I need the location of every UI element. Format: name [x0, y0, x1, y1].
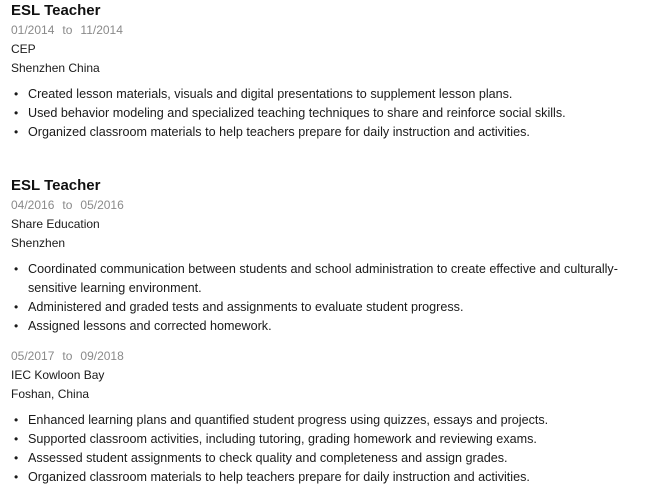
end-date: 09/2018: [80, 349, 124, 363]
bullet-item: • Assessed student assignments to check quality and completeness and assign grades.: [11, 449, 651, 468]
end-date: 11/2014: [80, 23, 123, 37]
job-bullets: [11, 260, 651, 336]
job-bullets: [11, 85, 651, 142]
bullet-item: • Supported classroom activities, including tutoring, grading homework and reviewing exams.: [11, 430, 651, 449]
job-entry: [11, 347, 651, 487]
job-dates: [11, 196, 651, 215]
job-title: ESL Teacher: [11, 2, 101, 19]
bullet-item: • Administered and graded tests and assignments to evaluate student progress.: [11, 298, 651, 317]
bullet-item: • Assigned lessons and corrected homework.: [11, 317, 651, 336]
start-date: 01/2014: [11, 23, 55, 37]
bullet-item: • Organized classroom materials to help teachers prepare for daily instruction and activities.: [11, 468, 651, 487]
bullet-item: • Used behavior modeling and specialized teaching techniques to share and reinforce social skills.: [11, 104, 651, 123]
end-date: 05/2016: [80, 198, 124, 212]
date-separator: to: [62, 198, 73, 212]
company-name: Share Education: [11, 217, 100, 231]
job-entry: [11, 1, 651, 142]
job-title: ESL Teacher: [11, 177, 101, 194]
job-location: Foshan, China: [11, 387, 90, 401]
job-dates: [11, 21, 651, 40]
start-date: 05/2017: [11, 349, 55, 363]
job-location: Shenzhen China: [11, 61, 100, 75]
job-entry: [11, 176, 651, 336]
company-name: IEC Kowloon Bay: [11, 368, 105, 382]
bullet-item: • Organized classroom materials to help teachers prepare for daily instruction and activities.: [11, 123, 651, 142]
bullet-item: • Enhanced learning plans and quantified student progress using quizzes, essays and projects.: [11, 411, 651, 430]
date-separator: to: [62, 349, 73, 363]
start-date: 04/2016: [11, 198, 55, 212]
bullet-item: • Created lesson materials, visuals and digital presentations to supplement lesson plans.: [11, 85, 651, 104]
date-separator: to: [62, 23, 73, 37]
job-dates: [11, 347, 651, 366]
job-bullets: [11, 411, 651, 487]
job-location: Shenzhen: [11, 236, 66, 250]
company-name: CEP: [11, 42, 36, 56]
bullet-item: • Coordinated communication between students and school administration to create effective and culturally-sensitive learning environment.: [11, 260, 651, 298]
